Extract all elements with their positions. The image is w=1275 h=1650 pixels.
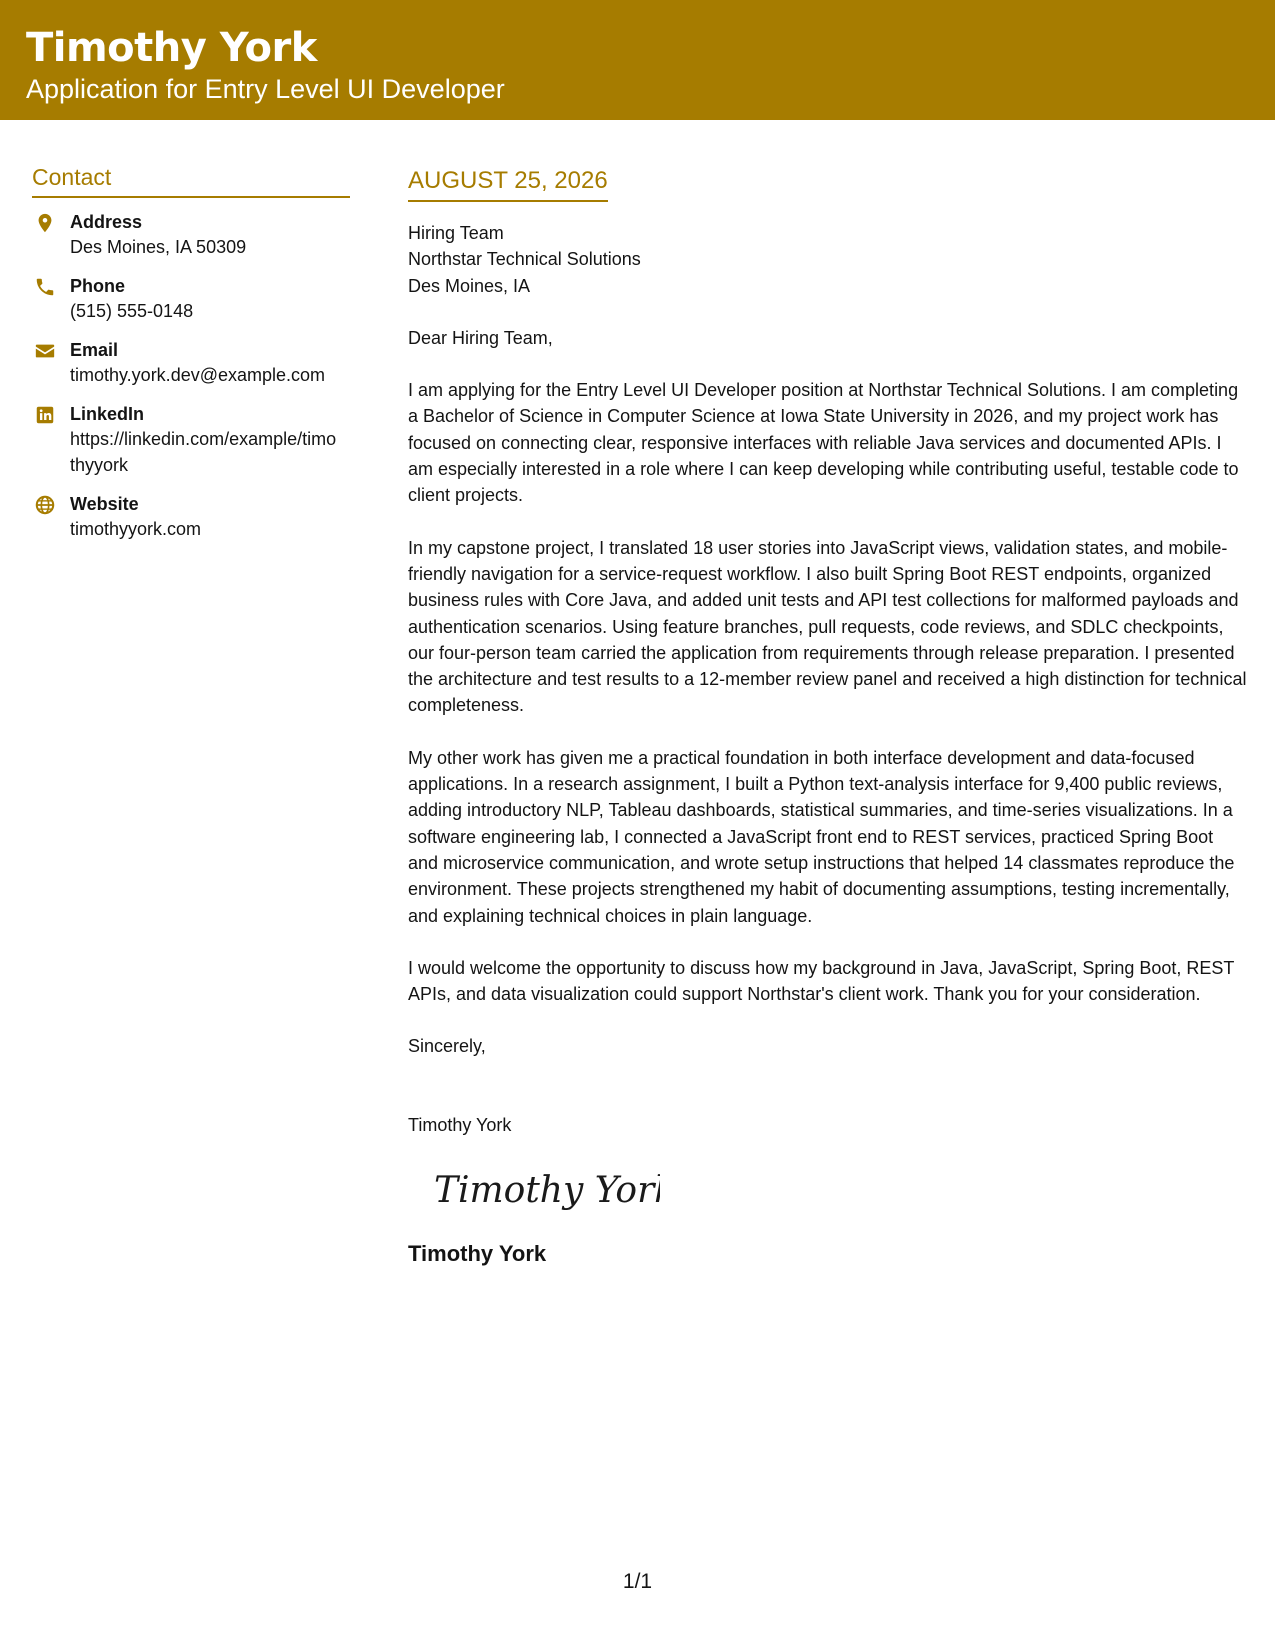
application-subtitle: Application for Entry Level UI Developer — [26, 74, 505, 104]
contact-label: LinkedIn — [70, 404, 145, 424]
globe-icon — [34, 494, 56, 516]
signature-text: Timothy York — [434, 1170, 660, 1212]
sender-name: Timothy York — [408, 1114, 512, 1135]
contact-value: (515) 555-0148 — [70, 301, 194, 321]
applicant-name: Timothy York — [26, 25, 317, 71]
handwritten-signature — [430, 1160, 660, 1220]
page-indicator: 1/1 — [622, 1570, 653, 1593]
salutation: Dear Hiring Team, — [408, 327, 553, 348]
recipient-line: Hiring Team — [408, 223, 504, 243]
body-paragraph: My other work has given me a practical foundation in both interface development and data-focused applications. In a research assignment, I built a Python text-analysis interface for 9,400 public reviews, adding introductory NLP, Tableau dashboards, statistical summaries, and time-series visualizations. In a software engineering lab, I connected a JavaScript front end to REST services, practiced Spring Boot and microservice communication, and wrote setup instructions that helped 14 classmates reproduce the environment. These projects strengthened my habit of documenting assumptions, testing incrementally, and explaining technical choices in plain language. — [408, 747, 1235, 926]
body-paragraph: In my capstone project, I translated 18 user stories into JavaScript views, validation states, and mobile-friendly navigation for a service-request workflow. I also built Spring Boot REST endpoints, organized business rules with Core Java, and added unit tests and API test collections for malformed payloads and authentication scenarios. Using feature branches, pull requests, code reviews, and SDLC checkpoints, our four-person team carried the application from requirements through release preparation. I presented the architecture and test results to a 12-member review panel and received a high distinction for technical completeness. — [408, 537, 1247, 716]
contact-label: Email — [70, 340, 119, 360]
envelope-icon — [34, 340, 56, 362]
body-paragraph: I am applying for the Entry Level UI Developer position at Northstar Technical Solutions. I am completing a Bachelor of Science in Computer Science at Iowa State University in 2026, and my project work has focused on connecting clear, responsive interfaces with reliable Java services and documented APIs. I am especially interested in a role where I can keep developing while contributing useful, testable code to client projects. — [408, 380, 1239, 506]
letter-date: AUGUST 25, 2026 — [408, 164, 608, 202]
contact-label: Phone — [70, 276, 126, 296]
linkedin-icon — [34, 404, 56, 426]
printed-name: Timothy York — [408, 1241, 547, 1267]
contact-list — [32, 210, 352, 542]
contact-label: Website — [70, 494, 139, 514]
closing: Sincerely, — [408, 1036, 486, 1057]
contact-value: https://linkedin.com/example/timothyyork — [70, 429, 337, 475]
contact-item-website — [32, 492, 352, 542]
contact-label: Address — [70, 212, 143, 232]
contact-value: timothyyork.com — [70, 519, 202, 539]
contact-item-email — [32, 338, 352, 388]
phone-icon — [34, 276, 56, 298]
contact-item-linkedin — [32, 402, 352, 478]
contact-sidebar — [32, 160, 352, 556]
header-banner — [0, 0, 1275, 120]
recipient-line: Northstar Technical Solutions — [408, 249, 641, 270]
contact-item-address — [32, 210, 352, 260]
contact-value: timothy.york.dev@example.com — [70, 365, 326, 385]
body-paragraph: I would welcome the opportunity to discuss how my background in Java, JavaScript, Spring Boot, REST APIs, and data visualization could support Northstar's client work. Thank you for your consideration. — [408, 957, 1235, 1005]
letter-body — [408, 164, 1248, 1269]
recipient-line: Des Moines, IA — [408, 275, 531, 296]
recipient-block — [408, 220, 1248, 299]
contact-item-phone — [32, 274, 352, 324]
contact-value: Des Moines, IA 50309 — [70, 237, 247, 257]
map-pin-icon — [34, 212, 56, 234]
contact-heading: Contact — [32, 160, 350, 198]
